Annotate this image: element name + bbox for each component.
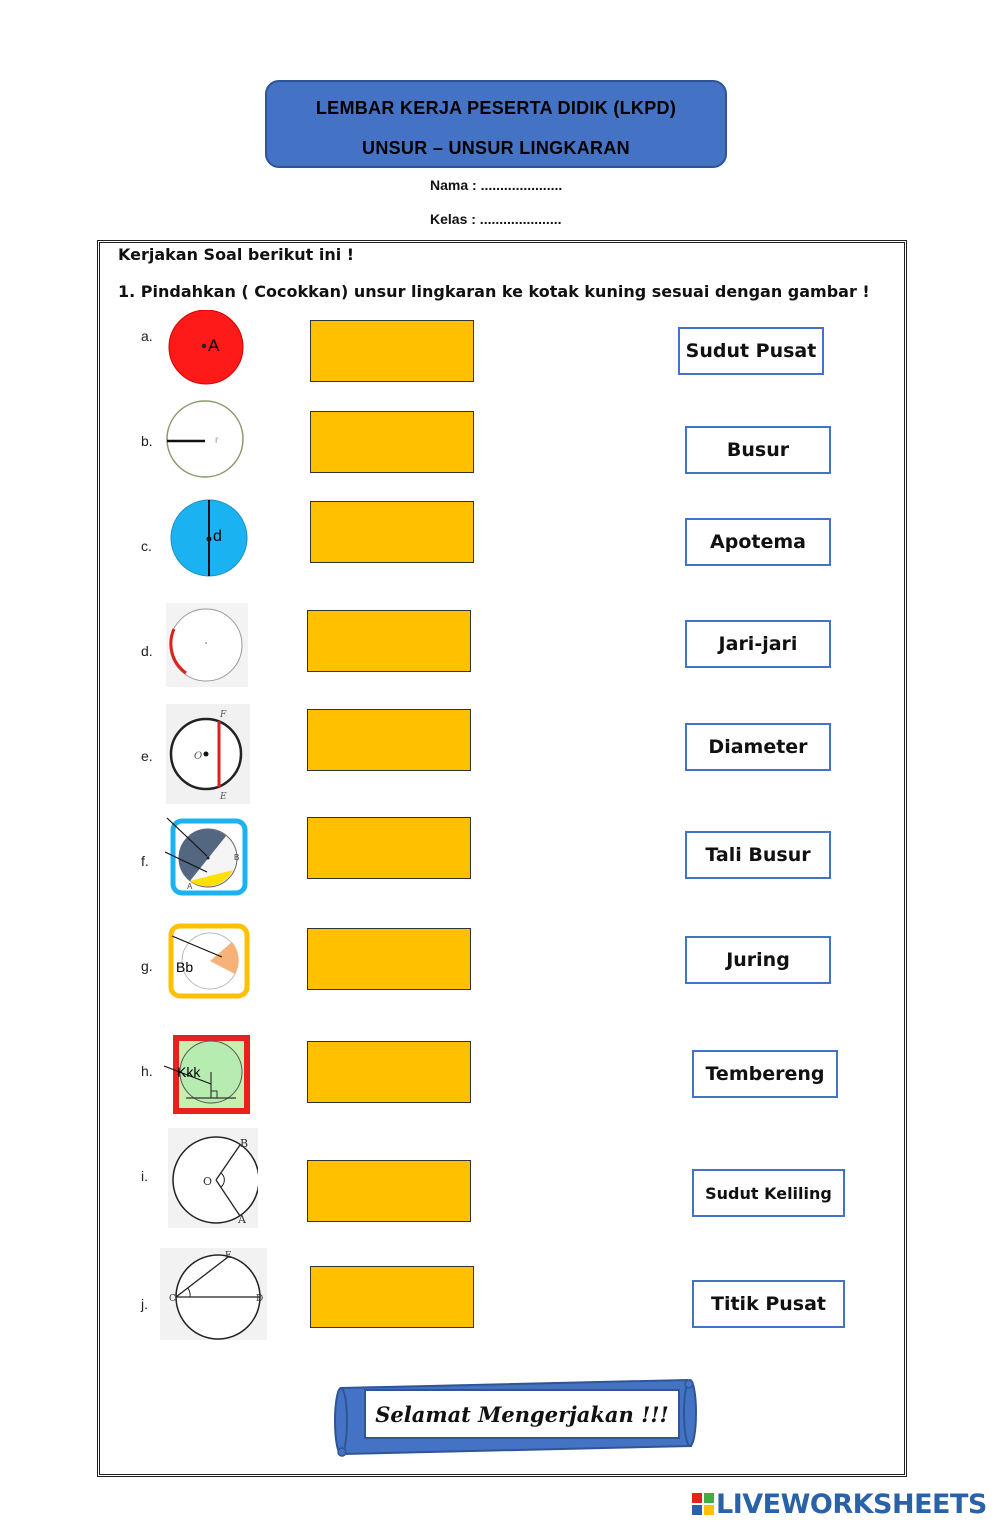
option-tali-busur[interactable]: Tali Busur <box>685 831 831 879</box>
option-diameter[interactable]: Diameter <box>685 723 831 771</box>
intro-text: Kerjakan Soal berikut ini ! <box>118 245 355 264</box>
option-sudut-keliling[interactable]: Sudut Keliling <box>692 1169 845 1217</box>
item-letter-j: j. <box>141 1296 148 1312</box>
segment-figure <box>163 814 249 896</box>
radius-figure <box>164 400 246 480</box>
worksheet-subtitle: UNSUR – UNSUR LINGKARAN <box>362 138 630 158</box>
option-tembereng[interactable]: Tembereng <box>692 1050 838 1098</box>
label-A: A <box>208 336 220 355</box>
label-Kkk: Kkk <box>177 1064 201 1080</box>
sector-figure <box>166 922 252 1000</box>
arc-figure <box>166 603 248 687</box>
closing-message: Selamat Mengerjakan !!! <box>375 1401 669 1427</box>
label-B-angle: B <box>240 1137 249 1150</box>
label-d: d <box>213 528 222 545</box>
item-letter-e: e. <box>141 748 153 764</box>
label-E-inscribed: E <box>225 1251 232 1261</box>
class-field: Kelas : ..................... <box>430 211 562 227</box>
label-E: E <box>220 792 227 802</box>
label-A-angle: A <box>238 1213 246 1226</box>
item-letter-a: a. <box>141 328 153 344</box>
worksheet-title: LEMBAR KERJA PESERTA DIDIK (LKPD) <box>315 98 677 118</box>
item-letter-i: i. <box>141 1168 148 1184</box>
answer-box-i[interactable] <box>307 1160 471 1222</box>
liveworksheets-brand: LIVEWORKSHEETS <box>716 1488 987 1520</box>
answer-box-c[interactable] <box>310 501 474 563</box>
answer-box-g[interactable] <box>307 928 471 990</box>
item-letter-b: b. <box>141 433 153 449</box>
option-sudut-pusat[interactable]: Sudut Pusat <box>678 327 824 375</box>
label-C: C <box>169 1294 176 1304</box>
answer-box-b[interactable] <box>310 411 474 473</box>
label-B-segment: B <box>234 853 240 862</box>
center-point-figure <box>166 310 246 385</box>
inscribed-angle-figure <box>160 1248 267 1340</box>
item-letter-g: g. <box>141 958 153 974</box>
title-banner <box>265 80 727 168</box>
label-F: F <box>220 710 227 720</box>
label-O-angle: O <box>203 1175 213 1188</box>
label-Bb: Bb <box>176 959 194 975</box>
liveworksheets-logo-icon <box>692 1493 714 1515</box>
apothem-figure <box>162 1032 254 1118</box>
diameter-figure <box>167 496 251 580</box>
item-letter-h: h. <box>141 1063 153 1079</box>
option-titik-pusat[interactable]: Titik Pusat <box>692 1280 845 1328</box>
option-busur[interactable]: Busur <box>685 426 831 474</box>
label-r: r <box>215 435 219 446</box>
option-apotema[interactable]: Apotema <box>685 518 831 566</box>
chord-figure <box>166 704 250 804</box>
option-juring[interactable]: Juring <box>685 936 831 984</box>
answer-box-a[interactable] <box>310 320 474 382</box>
label-A-segment: A <box>187 882 193 891</box>
answer-box-h[interactable] <box>307 1041 471 1103</box>
question-text: 1. Pindahkan ( Cocokkan) unsur lingkaran ke kotak kuning sesuai dengan gambar ! <box>118 282 870 301</box>
answer-box-d[interactable] <box>307 610 471 672</box>
answer-box-j[interactable] <box>310 1266 474 1328</box>
label-D: D <box>256 1294 264 1304</box>
name-field: Nama : ..................... <box>430 177 563 193</box>
liveworksheets-logo <box>692 1488 987 1520</box>
item-letter-f: f. <box>141 853 149 869</box>
option-jari-jari[interactable]: Jari-jari <box>685 620 831 668</box>
central-angle-figure <box>168 1128 258 1228</box>
item-letter-c: c. <box>141 538 152 554</box>
item-letter-d: d. <box>141 643 153 659</box>
label-O: O <box>194 751 203 762</box>
answer-box-e[interactable] <box>307 709 471 771</box>
answer-box-f[interactable] <box>307 817 471 879</box>
